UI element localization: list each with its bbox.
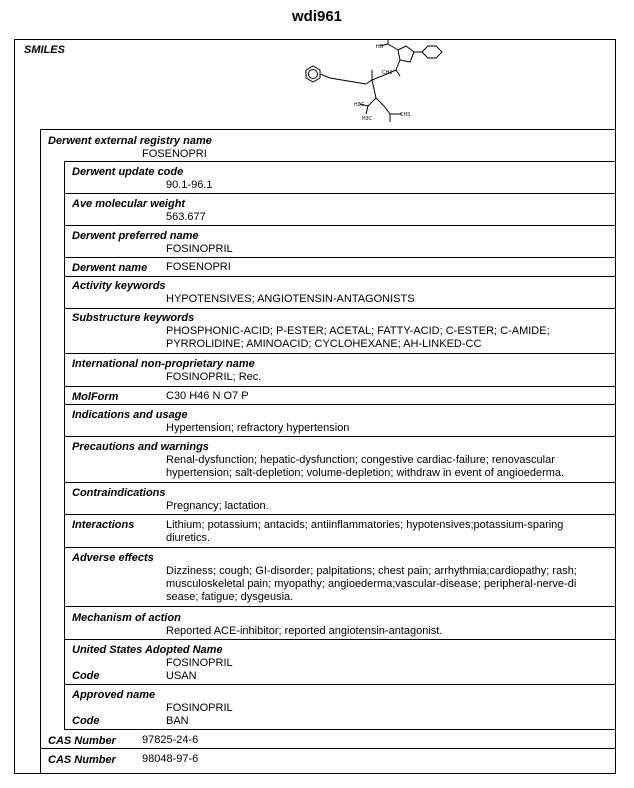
substructure-keywords-line2: PYRROLIDINE; AMINOACID; CYCLOHEXANE; AH-LINKED-CC: [166, 338, 482, 350]
adverse-effects-label: Adverse effects: [72, 552, 154, 564]
preferred-name-label: Derwent preferred name: [72, 230, 199, 242]
divider: [64, 547, 616, 548]
divider: [64, 225, 616, 226]
usan-code-label: Code: [72, 670, 100, 682]
cas-number-label: CAS Number: [48, 754, 116, 766]
approved-code-value: BAN: [166, 715, 189, 727]
indications-value: Hypertension; refractory hypertension: [166, 422, 350, 434]
approved-code-label: Code: [72, 715, 100, 727]
adverse-effects-line1: Dizziness; cough; GI-disorder; palpitations; chest pain; arrhythmia;cardiopathy; rash;: [166, 565, 577, 577]
preferred-name-value: FOSINOPRIL: [166, 243, 233, 255]
divider: [64, 257, 616, 258]
cas-number-value: 98048-97-6: [142, 753, 199, 765]
divider: [64, 386, 616, 387]
registry-name-label: Derwent external registry name: [48, 135, 212, 147]
svg-text:CH3: CH3: [382, 70, 393, 76]
divider: [64, 514, 616, 515]
chemical-structure-icon: [296, 40, 466, 130]
page-title: wdi961: [291, 8, 343, 25]
precautions-line1: Renal-dysfunction; hepatic-dysfunction; congestive cardiac-failure; renovascular: [166, 454, 555, 466]
contraindications-label: Contraindications: [72, 487, 166, 499]
inn-label: International non-proprietary name: [72, 358, 255, 370]
molform-value: C30 H46 N O7 P: [166, 390, 249, 402]
molform-label: MolForm: [72, 391, 119, 403]
precautions-line2: hypertension; salt-depletion; volume-depletion; withdraw in event of angioederma.: [166, 467, 565, 479]
inn-value: FOSINOPRIL; Rec.: [166, 371, 262, 383]
mol-weight-label: Ave molecular weight: [72, 198, 186, 210]
precautions-label: Precautions and warnings: [72, 441, 209, 453]
divider: [64, 193, 616, 194]
usan-value: FOSINOPRIL: [166, 657, 233, 669]
adverse-effects-line2: musculoskeletal pain; myopathy; angioederma;vascular-disease; peripheral-nerve-di: [166, 578, 577, 590]
interactions-line1: Lithium; potassium; antacids; antiinflammatories; hypotensives;potassium-sparing: [166, 519, 564, 531]
cas-number-label: CAS Number: [48, 735, 116, 747]
registry-name-value: FOSENOPRI: [142, 148, 207, 160]
usan-label: United States Adopted Name: [72, 644, 223, 656]
cas-number-value: 97825-24-6: [142, 734, 199, 746]
derwent-name-label: Derwent name: [72, 262, 148, 274]
mechanism-label: Mechanism of action: [72, 612, 181, 624]
divider: [64, 308, 616, 309]
activity-keywords-label: Activity keywords: [72, 280, 166, 292]
substructure-keywords-label: Substructure keywords: [72, 312, 195, 324]
svg-text:CH3: CH3: [400, 112, 411, 118]
divider: [40, 748, 616, 749]
substructure-keywords-line1: PHOSPHONIC-ACID; P-ESTER; ACETAL; FATTY-ACID; C-ESTER; C-AMIDE;: [166, 325, 550, 337]
divider: [64, 684, 616, 685]
mechanism-value: Reported ACE-inhibitor; reported angiotensin-antagonist.: [166, 625, 443, 637]
interactions-line2: diuretics.: [166, 532, 211, 544]
indications-label: Indications and usage: [72, 409, 188, 421]
interactions-label: Interactions: [72, 519, 135, 531]
smiles-label: SMILES: [24, 44, 65, 56]
activity-keywords-value: HYPOTENSIVES; ANGIOTENSIN-ANTAGONISTS: [166, 293, 415, 305]
divider: [64, 404, 616, 405]
svg-text:H3C: H3C: [362, 116, 373, 122]
divider: [64, 353, 616, 354]
mol-weight-value: 563.677: [166, 211, 206, 223]
usan-code-value: USAN: [166, 670, 197, 682]
divider: [64, 639, 616, 640]
divider: [64, 436, 616, 437]
divider: [64, 606, 616, 607]
divider: [64, 482, 616, 483]
update-code-value: 90.1-96.1: [166, 179, 213, 191]
contraindications-value: Pregnancy; lactation.: [166, 500, 269, 512]
svg-text:HO: HO: [376, 44, 384, 50]
approved-name-value: FOSINOPRIL: [166, 702, 233, 714]
update-code-label: Derwent update code: [72, 166, 184, 178]
svg-text:H3C: H3C: [354, 102, 365, 108]
derwent-name-value: FOSENOPRI: [166, 261, 231, 273]
approved-name-label: Approved name: [72, 689, 156, 701]
adverse-effects-line3: sease; fatigue; dysgeusia.: [166, 591, 294, 603]
divider: [64, 276, 616, 277]
